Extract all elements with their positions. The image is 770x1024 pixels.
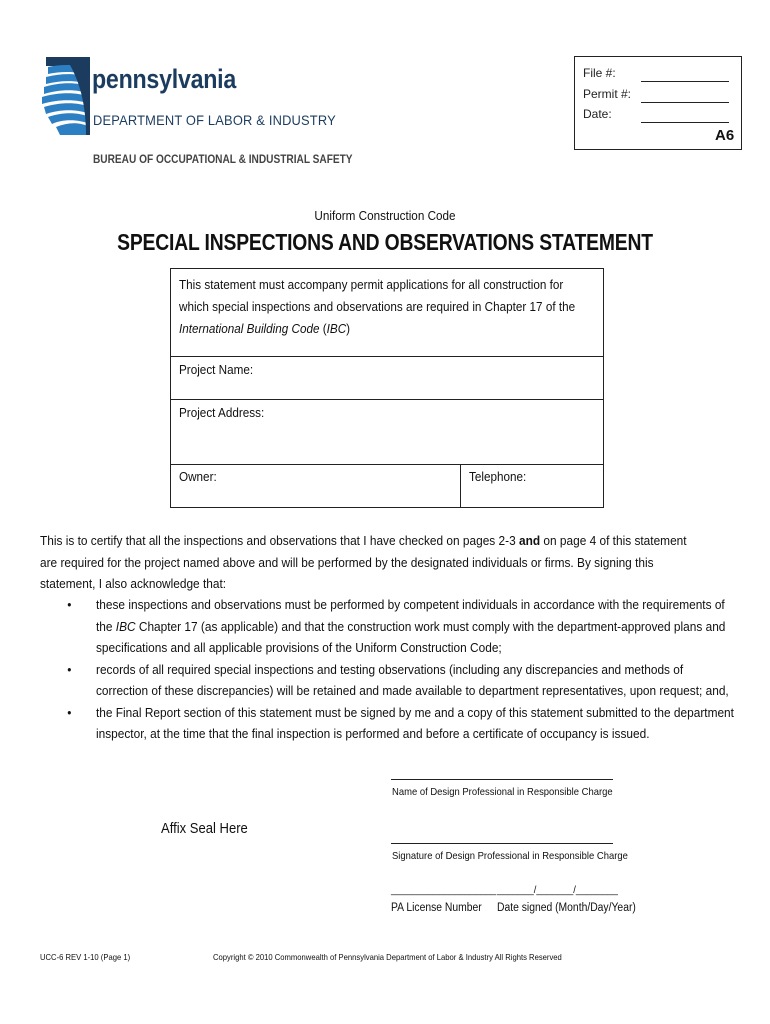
project-info-table (170, 268, 604, 508)
acknowledgement-list (60, 594, 735, 745)
intro-text: This statement must accompany permit applications for all construction for which special inspections and observations are required in Chapter 17 of the International Building Code (IBC) (179, 277, 576, 336)
date-caption: Date signed (Month/Day/Year) (497, 902, 636, 914)
copyright-footer: Copyright © 2010 Commonwealth of Pennsylvania Department of Labor & Industry All Rights Reserved (213, 952, 562, 962)
department-name: DEPARTMENT OF LABOR & INDUSTRY (93, 112, 336, 128)
design-professional-name-field[interactable] (391, 779, 613, 780)
acknowledgement-item: • the Final Report section of this statement must be signed by me and a copy of this statement submitted to the department inspector, at the time that the final inspection is performed and before a certificate of occupancy is issued. (60, 702, 735, 745)
date-field[interactable] (641, 122, 729, 123)
certification-paragraph: This is to certify that all the inspections and observations that I have checked on pages 2-3 and on page 4 of this statement are required for the project named above and will be performed by the designated individuals or firms. By signing this statement, I also acknowledge that: (40, 533, 687, 591)
acknowledgement-item: • records of all required special inspections and testing observations (including any discrepancies and methods of correction of these discrepancies) will be retained and made available to department representatives, upon request; and, (60, 659, 735, 702)
design-professional-signature-field[interactable] (391, 843, 613, 844)
date-signed-field[interactable]: _______/_______/________ (497, 884, 618, 896)
bullet-icon: • (67, 661, 72, 677)
date-label: Date: (583, 107, 612, 121)
permit-number-field[interactable] (641, 102, 729, 103)
owner-field[interactable] (171, 465, 461, 507)
bullet-icon: • (67, 597, 72, 612)
license-caption: PA License Number (391, 902, 482, 914)
form-id-footer: UCC-6 REV 1-10 (Page 1) (40, 952, 131, 962)
project-name-label: Project Name: (179, 362, 254, 377)
telephone-field[interactable] (461, 465, 603, 507)
file-number-label: File #: (583, 66, 616, 80)
permit-number-label: Permit #: (583, 87, 632, 101)
logo-wordmark: pennsylvania (92, 64, 237, 94)
owner-label: Owner: (179, 469, 217, 484)
owner-telephone-row (171, 465, 603, 507)
file-number-field[interactable] (641, 81, 729, 82)
intro-row (171, 269, 603, 357)
bureau-name: BUREAU OF OCCUPATIONAL & INDUSTRIAL SAFETY (93, 154, 353, 166)
telephone-label: Telephone: (469, 469, 527, 484)
keystone-logo-icon (40, 55, 90, 137)
pa-license-field[interactable]: ____________________ (391, 884, 497, 896)
form-subtitle: Uniform Construction Code (314, 208, 456, 223)
form-code: A6 (715, 127, 735, 144)
file-info-box (574, 56, 742, 150)
bullet-icon: • (67, 704, 72, 720)
project-name-row[interactable] (171, 357, 603, 400)
project-address-label: Project Address: (179, 405, 265, 420)
project-address-row[interactable] (171, 400, 603, 465)
form-title: SPECIAL INSPECTIONS AND OBSERVATIONS STATEMENT (117, 229, 653, 255)
signature-caption: Signature of Design Professional in Responsible Charge (392, 850, 628, 862)
acknowledgement-item: • these inspections and observations must be performed by competent individuals in accordance with the requirements of the IBC Chapter 17 (as applicable) and that the construction work must comply with the department-approved plans and specifications and all applicable provisions of the Uniform Construction Code; (60, 594, 735, 659)
name-caption: Name of Design Professional in Responsible Charge (392, 786, 613, 798)
affix-seal-label: Affix Seal Here (161, 821, 248, 837)
